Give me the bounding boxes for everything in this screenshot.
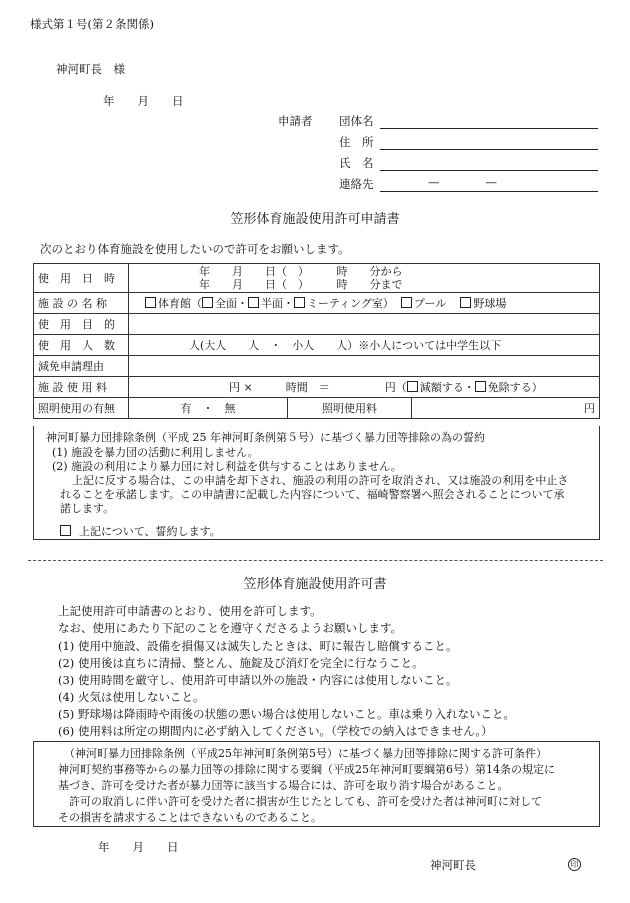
baseball-field-label: 野球場 <box>473 297 507 310</box>
lighting-fee-label: 照明使用料 <box>288 398 412 419</box>
usage-date-to: 年 月 日（ ） 時 分まで <box>199 278 403 291</box>
name-field[interactable] <box>380 170 598 171</box>
gym-checkbox[interactable] <box>145 297 156 308</box>
application-intro: 次のとおり体育施設を使用したいので許可をお願いします。 <box>40 242 350 256</box>
reduction-reason-label: 減免申請理由 <box>34 356 129 377</box>
exempt-label: 免除する） <box>487 381 543 394</box>
oath-paragraph-line-2: れることを承諾します。この申請書に記載した内容について、福崎警察署へ照会されることについて承 <box>60 488 565 501</box>
usage-date-label: 使 用 日 時 <box>34 264 129 293</box>
oath-pledge <box>60 523 221 539</box>
form-number: 様式第１号(第２条関係) <box>30 17 154 31</box>
full-court-label: 全面・ <box>215 297 248 310</box>
baseball-field-checkbox[interactable] <box>460 297 471 308</box>
address-field[interactable] <box>380 149 598 150</box>
seal-mark <box>568 856 581 871</box>
facility-fee-field[interactable] <box>129 377 600 398</box>
purpose-label: 使 用 目 的 <box>34 314 129 335</box>
condition-line-5: その損害を請求することはできないものであること。 <box>58 811 322 824</box>
applicant-label: 申請者 <box>278 114 313 128</box>
permit-rule-6: (6) 使用料は所定の期間内に必ず納入してください。（学校での納入はできません。） <box>58 724 493 738</box>
cut-line <box>28 560 603 561</box>
permit-date[interactable]: 年 月 日 <box>98 840 179 854</box>
pool-checkbox[interactable] <box>401 297 412 308</box>
permit-rule-1: (1) 使用中施設、設備を損傷又は滅失したときは、町に報告し賠償すること。 <box>58 639 458 653</box>
address-label: 住 所 <box>339 135 374 149</box>
exempt-checkbox[interactable] <box>475 381 486 392</box>
lighting-choice[interactable]: 有 ・ 無 <box>129 398 288 419</box>
condition-line-4: 許可の取消しに伴い許可を受けた者に損害が生じたとしても、許可を受けた者は神河町に対して <box>58 795 542 808</box>
contact-label: 連絡先 <box>339 177 374 191</box>
oath-box <box>33 426 600 540</box>
permit-title: 笠形体育施設使用許可書 <box>243 577 387 592</box>
name-label: 氏 名 <box>339 156 374 170</box>
gym-label: 体育館（ <box>158 297 202 310</box>
signer-title: 神河町長 <box>430 858 476 872</box>
application-table <box>33 263 600 419</box>
half-court-label: 半面・ <box>261 297 294 310</box>
fee-formula: 円 × 時間 ＝ 円（ <box>229 381 407 394</box>
reduction-reason-field[interactable] <box>129 356 600 377</box>
permit-rule-3: (3) 使用時間を厳守し、使用許可申請以外の施設・内容には使用しないこと。 <box>58 673 458 687</box>
condition-line-3: 基づき、許可を受けた者が暴力団等に該当する場合には、許可を取り消す場合があること。 <box>58 779 509 792</box>
contact-dashes: — — <box>428 175 497 189</box>
pledge-checkbox[interactable] <box>60 525 71 536</box>
people-count-label: 使 用 人 数 <box>34 335 129 356</box>
purpose-field[interactable] <box>129 314 600 335</box>
people-count-field[interactable]: 人(大人 人 ・ 小人 人）※小人については中学生以下 <box>129 335 600 356</box>
seal-icon: 印 <box>568 858 581 871</box>
reduce-checkbox[interactable] <box>407 381 418 392</box>
permit-condition-box <box>33 741 600 827</box>
oath-item-2: (2) 施設の利用により暴力団に対し利益を供与することはありません。 <box>52 460 402 473</box>
meeting-room-checkbox[interactable] <box>294 297 305 308</box>
oath-paragraph-line-3: 諾します。 <box>60 502 115 515</box>
meeting-room-label: ミーティング室） <box>307 297 394 310</box>
application-date[interactable]: 年 月 日 <box>103 94 184 108</box>
condition-line-1: （神河町暴力団排除条例（平成25年神河町条例第5号）に基づく暴力団等排除に関する許可条件） <box>64 747 547 760</box>
pledge-label: 上記について、誓約します。 <box>79 525 221 538</box>
permit-intro-2: なお、使用にあたり下記のことを遵守くださるようお願いします。 <box>58 621 403 635</box>
facility-options <box>129 293 600 314</box>
oath-paragraph-line-1: 上記に反する場合は、この申請を却下され、施設の利用の許可を取消され、又は施設の利用を中止さ <box>72 474 569 487</box>
pool-label: プール <box>413 297 447 310</box>
full-court-checkbox[interactable] <box>202 297 213 308</box>
permit-rule-4: (4) 火気は使用しないこと。 <box>58 690 205 704</box>
permit-intro-1: 上記使用許可申請書のとおり、使用を許可します。 <box>58 604 322 618</box>
addressee: 神河町長 様 <box>56 62 125 76</box>
application-title: 笠形体育施設使用許可申請書 <box>230 212 400 227</box>
facility-fee-label: 施 設 使 用 料 <box>34 377 129 398</box>
contact-field[interactable] <box>380 191 598 192</box>
facility-name-label: 施 設 の 名 称 <box>34 293 129 314</box>
org-name-field[interactable] <box>380 128 598 129</box>
oath-title: 神河町暴力団排除条例（平成 25 年神河町条例第５号）に基づく暴力団等排除の為の誓約 <box>46 431 485 444</box>
condition-line-2: 神河町契約事務等からの暴力団等の排除に関する要綱（平成25年神河町要綱第6号）第14条の規定に <box>58 763 555 776</box>
usage-date-field[interactable] <box>129 264 600 293</box>
permit-rule-5: (5) 野球場は降雨時や雨後の状態の悪い場合は使用しないこと。車は乗り入れないこと。 <box>58 707 515 721</box>
permit-rule-2: (2) 使用後は直ちに清掃、整とん、施錠及び消灯を完全に行なうこと。 <box>58 656 424 670</box>
lighting-fee-field[interactable]: 円 <box>412 398 600 419</box>
reduce-label: 減額する・ <box>419 381 475 394</box>
usage-date-from: 年 月 日（ ） 時 分から <box>199 265 403 278</box>
org-name-label: 団体名 <box>339 114 374 128</box>
half-court-checkbox[interactable] <box>248 297 259 308</box>
oath-item-1: (1) 施設を暴力団の活動に利用しません。 <box>52 446 259 459</box>
lighting-label: 照明使用の有無 <box>34 398 129 419</box>
